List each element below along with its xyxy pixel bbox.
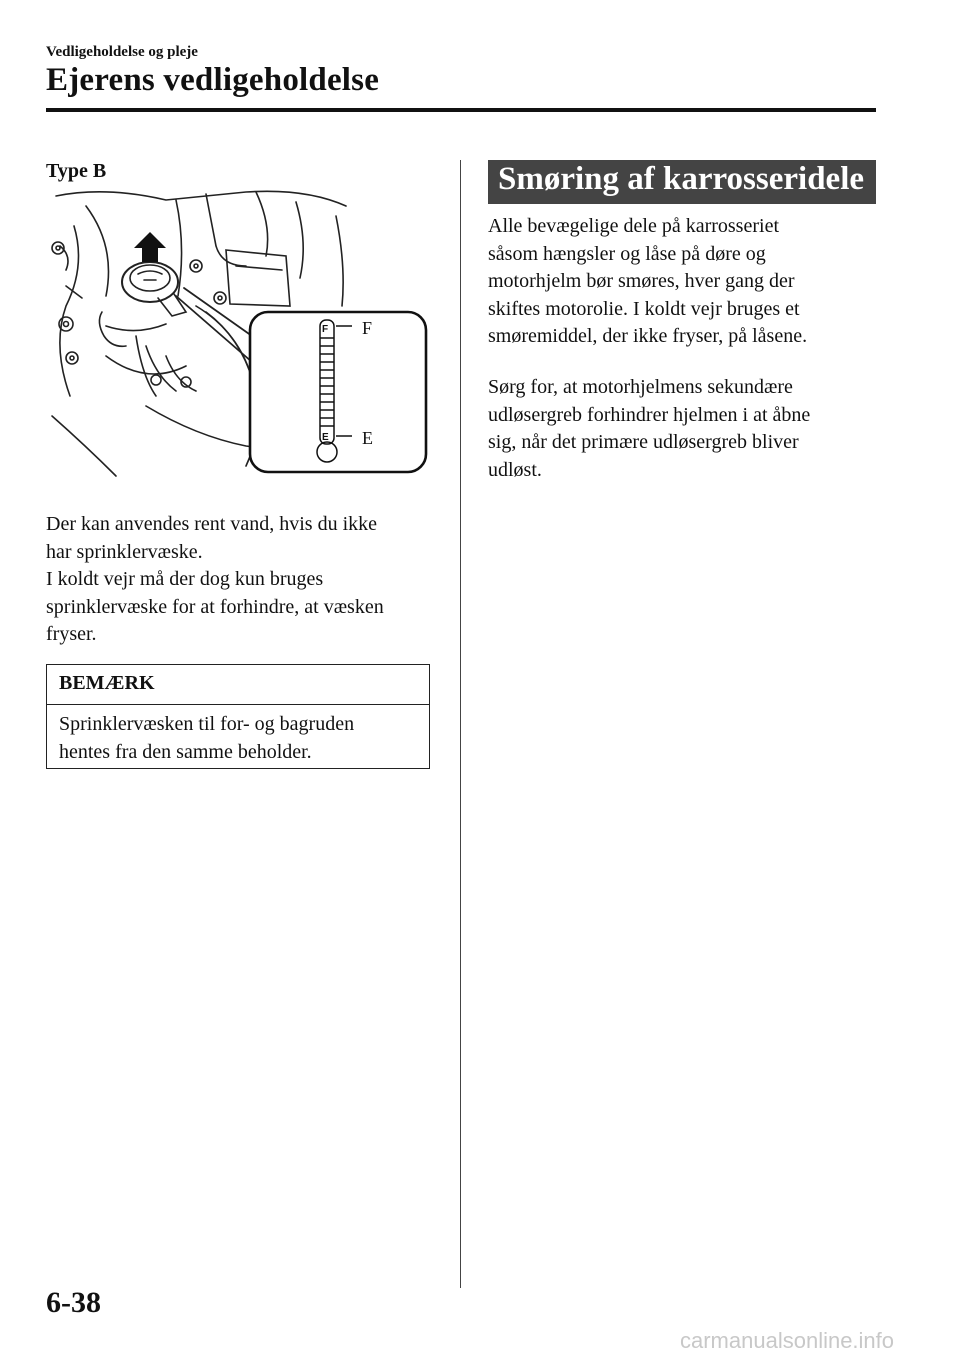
section-heading: Smøring af karrosseridele [498, 161, 865, 197]
svg-text:F: F [322, 324, 329, 335]
watermark: carmanualsonline.info [680, 1328, 895, 1353]
note-header [47, 665, 429, 705]
left-paragraph [46, 511, 436, 649]
figure-label-full: F [362, 318, 373, 338]
paragraph-line: I koldt vejr må der dog kun bruges [46, 568, 324, 590]
paragraph-line: smøremiddel, der ikke fryser, på låsene. [488, 325, 808, 347]
note-body [59, 711, 354, 766]
paragraph-line: fryser. [46, 623, 97, 645]
paragraph-line: skiftes motorolie. I koldt vejr bruges et [488, 297, 800, 320]
note-heading: BEMÆRK [59, 672, 155, 694]
note-box [46, 664, 430, 769]
title-rule [46, 108, 876, 112]
paragraph-line: sig, når det primære udløsergreb bliver [488, 431, 799, 453]
right-paragraph-1 [488, 213, 868, 351]
washer-reservoir-figure [46, 186, 432, 480]
paragraph-line: udløst. [488, 458, 542, 481]
paragraph-line: Alle bevægelige dele på karrosseriet [488, 215, 779, 237]
paragraph-line: udløsergreb forhindrer hjelmen i at åbne [488, 403, 811, 426]
svg-text:E: E [322, 432, 329, 443]
type-label: Type B [46, 160, 107, 182]
paragraph-line: har sprinklervæske. [46, 540, 203, 563]
paragraph-line: Der kan anvendes rent vand, hvis du ikke [46, 513, 378, 535]
paragraph-line: såsom hængsler og låse på døre og [488, 242, 766, 265]
note-line: hentes fra den samme beholder. [59, 740, 312, 763]
paragraph-line: motorhjelm bør smøres, hver gang der [488, 270, 795, 292]
paragraph-line: Sørg for, at motorhjelmens sekundære [488, 376, 793, 398]
right-paragraph-2 [488, 374, 868, 484]
section-title-small: Vedligeholdelse og pleje [46, 44, 198, 60]
figure-label-empty: E [362, 428, 373, 448]
note-line: Sprinklervæsken til for- og bagruden [59, 713, 355, 735]
section-heading-box [488, 160, 876, 204]
column-divider [460, 160, 461, 1288]
page-title: Ejerens vedligeholdelse [46, 62, 380, 98]
paragraph-line: sprinklervæske for at forhindre, at væsken [46, 595, 384, 618]
page-number: 6-38 [46, 1286, 101, 1319]
